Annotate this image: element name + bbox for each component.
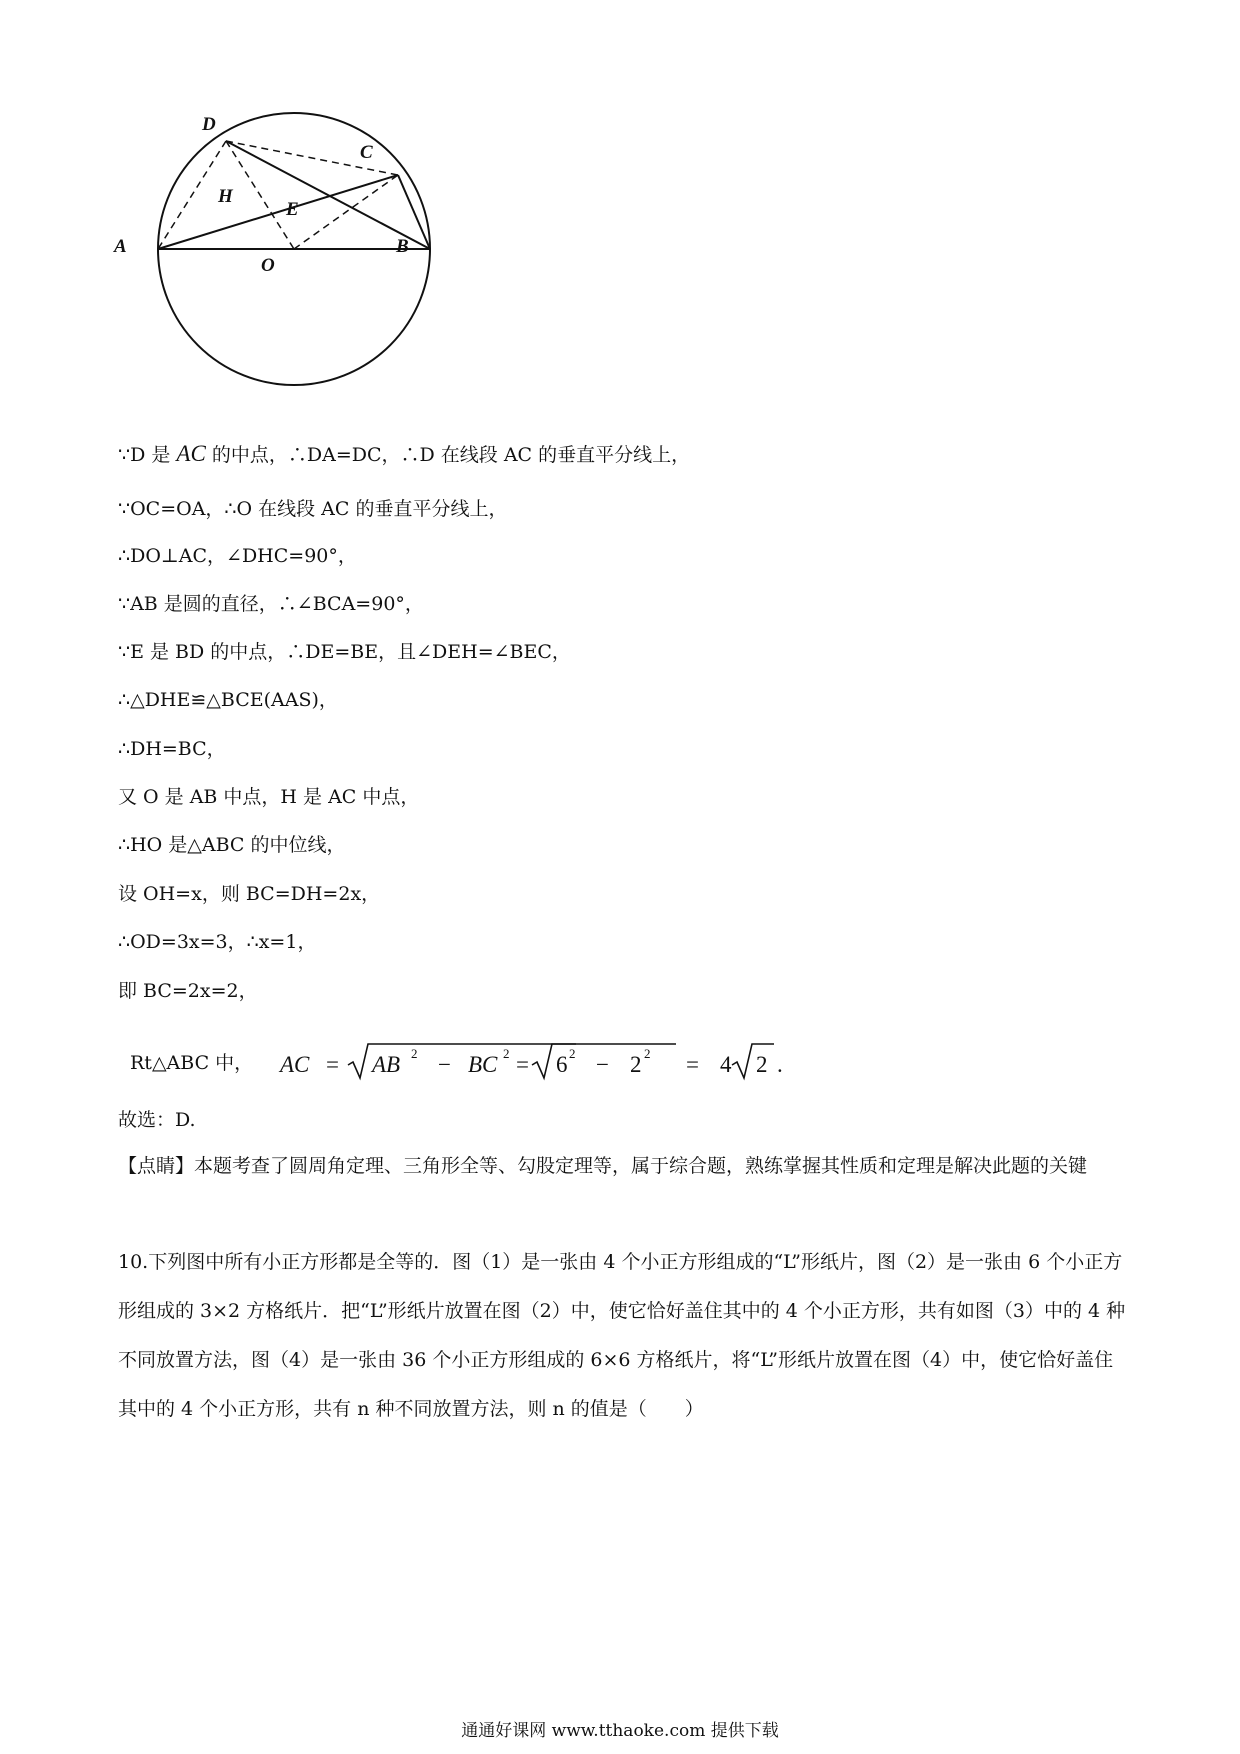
svg-text:.: . (777, 1052, 783, 1077)
solution-line-7: ∴DH=BC， (118, 738, 226, 760)
arc-AC: AC (176, 441, 206, 466)
label-E: E (286, 199, 299, 220)
solution-line-2: ∵OC=OA，∴O 在线段 AC 的垂直平分线上， (118, 498, 508, 520)
solution-line-8: 又 O 是 AB 中点，H 是 AC 中点， (118, 786, 420, 808)
solution-line-6: ∴△DHE≌△BCE(AAS)， (118, 689, 338, 711)
solution-line-9: ∴HO 是△ABC 的中位线， (118, 834, 346, 856)
answer-line: 故选：D. (118, 1109, 196, 1131)
label-A: A (114, 236, 127, 257)
solution-line-4: ∵AB 是圆的直径，∴∠BCA=90°， (118, 593, 424, 615)
svg-text:2: 2 (569, 1046, 576, 1061)
footer-source: 通通好课网 www.tthaoke.com 提供下载 (461, 1721, 779, 1741)
solution-line-3: ∴DO⊥AC，∠DHC=90°， (118, 545, 357, 567)
svg-text:−: − (596, 1052, 609, 1077)
solution-line-1: ∵D 是 AC 的中点，∴DA=DC，∴D 在线段 AC 的垂直平分线上， (118, 441, 691, 466)
svg-text:2: 2 (644, 1046, 651, 1061)
solution-line-12: 即 BC=2x=2， (118, 980, 258, 1002)
geometry-figure (114, 100, 480, 420)
svg-text:=: = (686, 1052, 699, 1077)
svg-text:2: 2 (411, 1046, 418, 1061)
radical-3 (732, 1044, 774, 1078)
formula-lhs: AC (280, 1052, 310, 1077)
formula-svg (280, 1038, 840, 1088)
circle-diagram (114, 100, 480, 420)
svg-text:2: 2 (503, 1046, 510, 1061)
label-B: B (396, 236, 409, 257)
segment-DO (226, 141, 294, 249)
svg-text:=: = (516, 1052, 529, 1077)
svg-text:4: 4 (720, 1052, 732, 1077)
comment-paragraph: 【点睛】本题考查了圆周角定理、三角形全等、勾股定理等，属于综合题，熟练掌握其性质和定理是解决此题的关键 (118, 1155, 1088, 1177)
label-D: D (202, 114, 216, 135)
solution-line-5: ∵E 是 BD 的中点，∴DE=BE，且∠DEH=∠BEC， (118, 641, 571, 663)
segment-DB (226, 141, 430, 249)
svg-text:−: − (438, 1052, 451, 1077)
svg-text:6: 6 (556, 1052, 568, 1077)
formula-prefix: Rt△ABC 中， (130, 1052, 254, 1074)
formula-eq: = (326, 1052, 339, 1077)
svg-text:2: 2 (756, 1052, 768, 1077)
label-H: H (218, 186, 233, 207)
formula-rad1-b: BC (468, 1052, 498, 1077)
solution-line-11: ∴OD=3x=3，∴x=1， (118, 931, 317, 953)
formula-rad1-a: AB (372, 1052, 401, 1077)
label-O: O (261, 255, 275, 276)
label-C: C (360, 142, 373, 163)
solution-line-10: 设 OH=x，则 BC=DH=2x， (118, 883, 381, 905)
question-10: 10.下列图中所有小正方形都是全等的．图（1）是一张由 4 个小正方形组成的“L”形纸片，图（2）是一张由 6 个小正方形组成的 3×2 方格纸片．把“L”形纸片放置在图（2）中，使它恰好盖住其中的 4 个小正方形，共有如图（3）中的 4 种不同放置方法，图（4）是一张由 36 个小正方形组成的 6×6 方格纸片，将“L”形纸片放置在图（4）中，使它恰好盖住其中的 4 个小正方形，共有 n 种不同放置方法，则 n 的值是（ ） (118, 1251, 1126, 1420)
svg-text:2: 2 (630, 1052, 642, 1077)
